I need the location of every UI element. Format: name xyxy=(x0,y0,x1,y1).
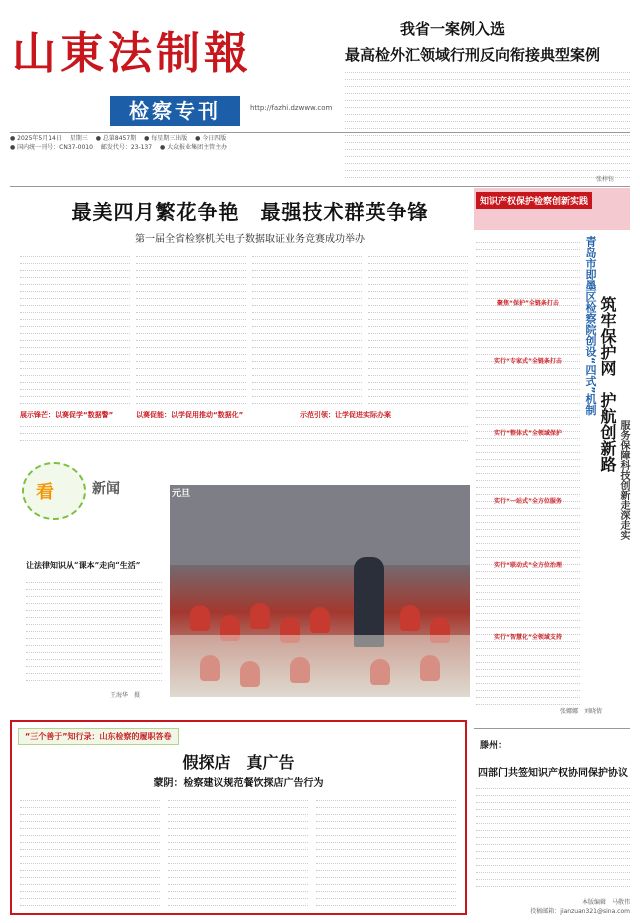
feature-headline[interactable]: 假探店 真广告 xyxy=(182,753,295,772)
right-banner xyxy=(474,188,630,230)
news-badge xyxy=(22,460,162,524)
feature-subhead: 蒙阴：检察建议规范餐饮探店广告行为 xyxy=(153,778,324,789)
right-subtab-3: 实行“整体式”全领域保护 xyxy=(494,430,562,437)
lead-body-bottom xyxy=(20,420,468,444)
classroom-photo[interactable] xyxy=(170,485,470,697)
bottom-right-title[interactable]: 四部门共签知识产权协同保护协议 xyxy=(478,768,628,779)
right-column-author: 张娜娜 刘晓倩 xyxy=(560,708,603,715)
photo-caption: 元旦 xyxy=(172,489,191,499)
top-story-author: 张梓钰 xyxy=(596,176,615,183)
masthead-title: 山東法制報 xyxy=(12,28,252,79)
presenter-figure xyxy=(354,557,384,647)
right-subtab-1: 聚焦“保护”全链条打击 xyxy=(497,300,559,307)
issue-pages: ● 今日四版 xyxy=(195,135,227,142)
page-editor-credit xyxy=(476,898,630,916)
badge-kan: 看 xyxy=(36,482,54,503)
right-subtab-4: 实行“一站式”全方位服务 xyxy=(494,498,562,505)
feature-body-col3 xyxy=(316,794,456,910)
issue-weekday: 星期三 xyxy=(69,135,88,142)
masthead-url[interactable]: http://fazhi.dzwww.com xyxy=(250,104,333,112)
lead-section-label-1: 展示锋芒：以赛促学“数据警” xyxy=(20,411,114,419)
right-vertical-subhead: 服务保障科技创新走深走实 xyxy=(618,420,629,540)
lead-section-label-2: 以赛促能：以学促用推动“数据化” xyxy=(136,411,244,419)
lead-body-col2 xyxy=(136,250,246,406)
lead-section-label-3: 示范引领：让学促进实际办案 xyxy=(300,411,391,419)
feature-label: “三个善于”知行录：山东检察的履职答卷 xyxy=(18,728,179,745)
issue-number: ● 总第8457期 xyxy=(95,135,137,142)
feature-story-box[interactable] xyxy=(10,720,467,915)
issue-frequency: ● 每星期三出版 xyxy=(144,135,188,142)
feature-body-col2 xyxy=(168,794,308,910)
lead-subhead: 第一届全省检察机关电子数据取证业务竞赛成功举办 xyxy=(135,234,365,245)
top-story-headline-line1[interactable]: 我省一案例入选 xyxy=(400,20,506,38)
right-subtab-6: 实行“智慧化”全领域支持 xyxy=(494,634,562,641)
editor-label: 本版编辑 马敬伟 xyxy=(581,899,630,906)
lead-body-col4 xyxy=(368,250,468,406)
divider xyxy=(10,186,630,187)
editor-email[interactable]: 投稿邮箱：jianzuan321@sina.com xyxy=(530,908,630,915)
bottom-right-body xyxy=(476,782,630,890)
lead-body-col3 xyxy=(252,250,362,406)
small-story-body xyxy=(26,576,162,686)
issue-date: ● 2025年5月14日 xyxy=(10,135,62,142)
right-banner-tag: 知识产权保护检察创新实践 xyxy=(476,192,592,209)
lead-body-col1 xyxy=(20,250,130,406)
top-story-headline-line2[interactable]: 最高检外汇领域行刑反向衔接典型案例 xyxy=(345,46,601,64)
section-banner: 检察专刊 xyxy=(110,96,240,126)
issue-cn: ● 国内统一刊号：CN37-0010 xyxy=(10,144,93,151)
feature-body-col1 xyxy=(20,794,160,910)
divider xyxy=(474,728,630,729)
badge-news-label: 新闻 xyxy=(92,481,120,497)
right-vertical-blue-head: 青岛市即墨区检察院创设“四式”机制 xyxy=(584,236,597,416)
top-story-body xyxy=(345,66,630,178)
right-vertical-main-head[interactable]: 筑牢保护网 护航创新路 xyxy=(598,296,617,472)
small-story-headline[interactable]: 让法律知识从“课本”走向“生活” xyxy=(26,560,141,570)
issue-publisher: ● 大众报业集团主管主办 xyxy=(160,144,228,151)
small-story-author: 王海华 摄 xyxy=(110,692,141,699)
lead-headline[interactable]: 最美四月繁花争艳 最强技术群英争锋 xyxy=(71,200,429,224)
right-subtab-2: 实行“专家式”全链条打击 xyxy=(494,358,562,365)
right-subtab-5: 实行“联动式”全方位治理 xyxy=(494,562,562,569)
bottom-right-place: 滕州： xyxy=(480,741,508,751)
issue-postal: 邮发代号：23-137 xyxy=(100,144,153,151)
badge-circle-icon xyxy=(22,462,86,520)
